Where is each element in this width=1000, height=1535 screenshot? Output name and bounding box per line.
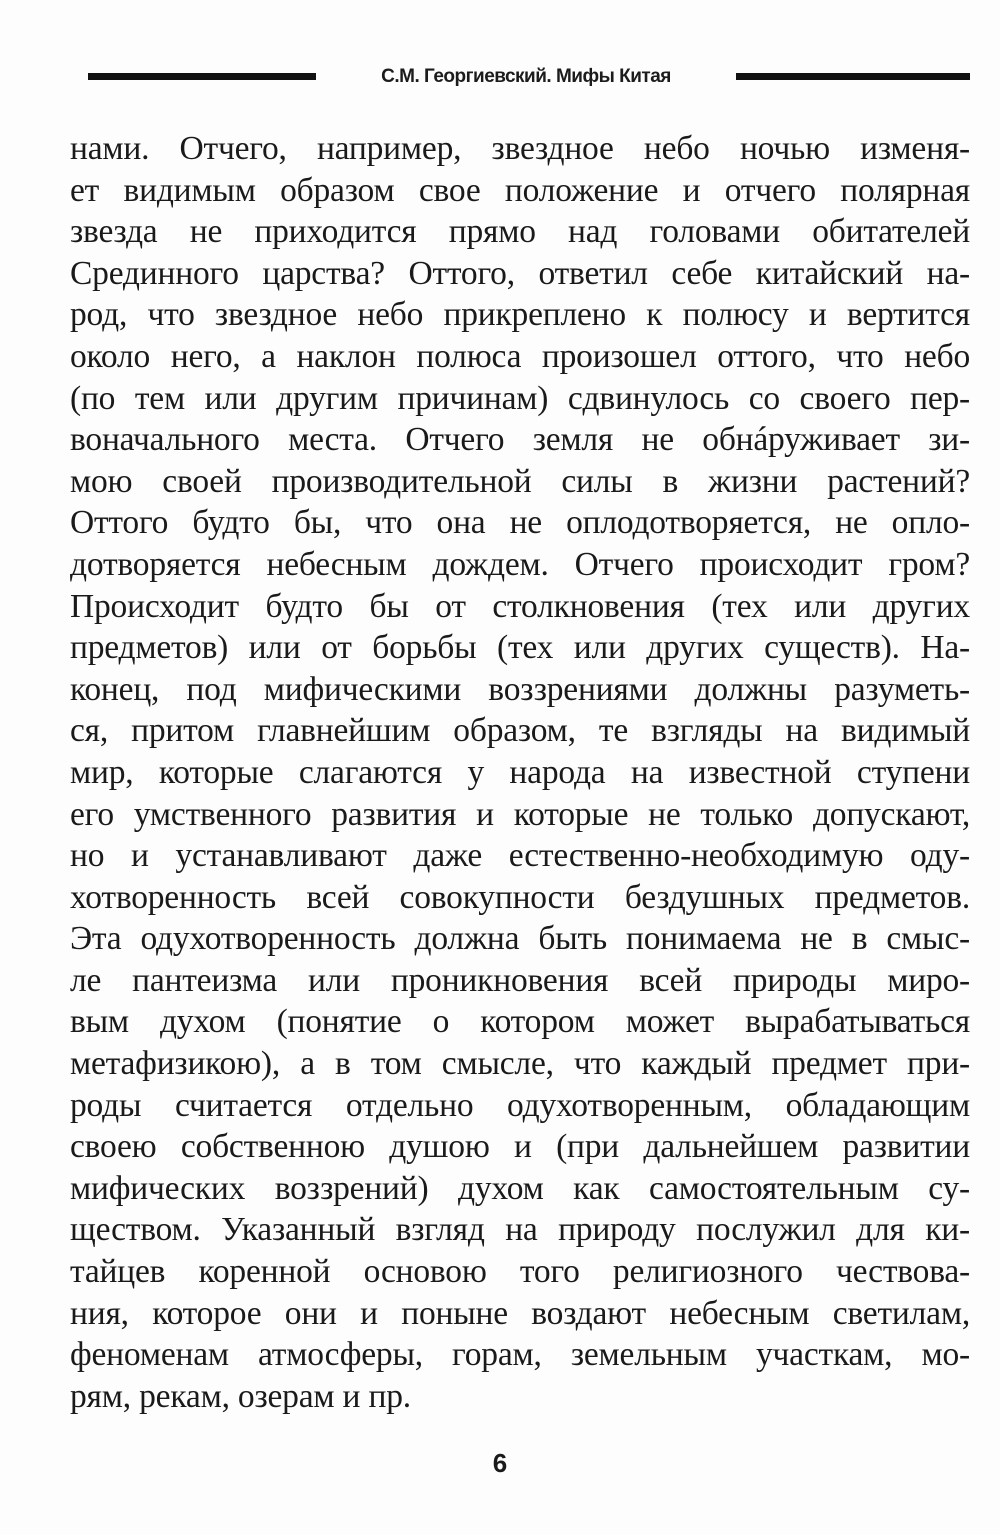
- body-text: [70, 128, 970, 1417]
- text-line-last: рям, рекам, озерам и пр.: [70, 1377, 411, 1415]
- page-number: 6: [492, 1448, 508, 1478]
- text-line: феноменам атмосферы, горам, земельным участкам, мо-: [70, 1336, 970, 1374]
- text-line: его умственного развития и которые не только допускают,: [70, 795, 970, 833]
- text-line: роды считается отдельно одухотворенным, обладающим: [70, 1086, 970, 1124]
- text-line: звезда не приходится прямо над головами обитателей: [70, 213, 970, 251]
- text-line: ществом. Указанный взгляд на природу послужил для ки-: [70, 1211, 970, 1249]
- text-line: воначального места. Отчего земля не обнáруживает зи-: [70, 421, 970, 459]
- text-line: ет видимым образом свое положение и отчего полярная: [70, 171, 970, 209]
- text-line: метафизикою), а в том смысле, что каждый предмет при-: [70, 1045, 970, 1083]
- text-line: мир, которые слагаются у народа на известной ступени: [70, 753, 970, 791]
- text-line: Срединного царства? Оттого, ответил себе китайский на-: [70, 254, 970, 292]
- header-rule-right: [736, 73, 970, 80]
- text-line: своею собственною душою и (при дальнейшем развитии: [70, 1128, 970, 1166]
- text-line: но и устанавливают даже естественно-необходимую оду-: [70, 837, 970, 875]
- running-title: С.М. Георгиевский. Мифы Китая: [381, 66, 671, 87]
- text-line: мифических воззрений) духом как самостоятельным су-: [70, 1169, 970, 1207]
- running-header: [88, 58, 970, 98]
- text-line: мою своей производительной силы в жизни растений?: [70, 462, 970, 500]
- text-line: дотворяется небесным дождем. Отчего происходит гром?: [70, 545, 970, 583]
- text-line: конец, под мифическими воззрениями должны разуметь-: [70, 670, 970, 708]
- text-line: хотворенность всей совокупности бездушных предметов.: [70, 878, 970, 916]
- text-line: ся, притом главнейшим образом, те взгляды на видимый: [70, 712, 970, 750]
- text-line: Оттого будто бы, что она не оплодотворяется, не опло-: [70, 504, 970, 542]
- text-line: нами. Отчего, например, звездное небо ночью изменя-: [70, 130, 970, 167]
- text-line: род, что звездное небо прикреплено к полюсу и вертится: [70, 296, 970, 334]
- text-line: (по тем или другим причинам) сдвинулось со своего пер-: [70, 379, 970, 417]
- text-line: ле пантеизма или проникновения всей природы миро-: [70, 961, 970, 999]
- text-line: Эта одухотворенность должна быть понимаема не в смыс-: [70, 920, 970, 958]
- text-line: Происходит будто бы от столкновения (тех или других: [70, 587, 970, 625]
- text-line: вым духом (понятие о котором может вырабатываться: [70, 1003, 970, 1041]
- header-rule-left: [88, 73, 316, 80]
- text-line: около него, а наклон полюса произошел оттого, что небо: [70, 337, 970, 375]
- text-line: тайцев коренной основою того религиозного чествова-: [70, 1253, 970, 1291]
- text-line: ния, которое они и поныне воздают небесным светилам,: [70, 1294, 970, 1332]
- text-line: предметов) или от борьбы (тех или других существ). На-: [70, 629, 970, 667]
